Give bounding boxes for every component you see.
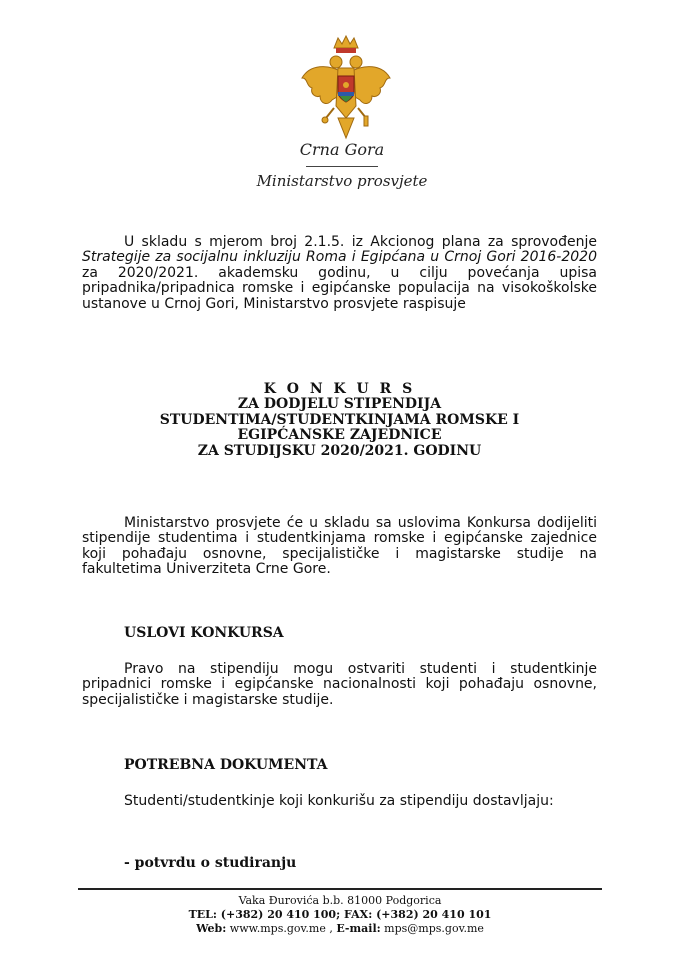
title-line-4: EGIPĆANSKE ZAJEDNICE bbox=[237, 427, 442, 444]
title-line-5: ZA STUDIJSKU 2020/2021. GODINU bbox=[197, 442, 482, 459]
conditions-paragraph: Pravo na stipendiju mogu ostvariti studenti i studentkinje pripadnici romske i egipćanske nacionalnosti koji pohađaju osnovne, specijalističke i magistarske studije. bbox=[82, 661, 597, 708]
country-name: Crna Gora bbox=[299, 140, 385, 159]
description-paragraph: Ministarstvo prosvjete će u skladu sa uslovima Konkursa dodijeliti stipendije studentima i studentkinjama romske i egipćanske zajednice koji pohađaju osnovne, specijalističke i magistarske studije na fakultetima Univerziteta Crne Gore. bbox=[82, 515, 597, 578]
intro-text-2: za 2020/2021. akademsku godinu, u cilju povećanja upisa pripadnika/pripadnica romske i egipćanske populacija na visokoškolske ustanove u Crnoj Gori, Ministarstvo prosvjete raspisuje bbox=[82, 264, 597, 312]
email-label: E-mail: bbox=[336, 922, 381, 935]
email-link[interactable]: mps@mps.gov.me bbox=[380, 922, 484, 935]
competition-title bbox=[82, 382, 597, 459]
document-bullet-item: - potvrdu o studiranju bbox=[124, 855, 297, 871]
documents-paragraph: Studenti/studentkinje koji konkurišu za stipendiju dostavljaju: bbox=[124, 793, 554, 809]
title-line-3: STUDENTIMA/STUDENTKINJAMA ROMSKE I bbox=[159, 411, 520, 428]
footer-phone-fax: TEL: (+382) 20 410 100; FAX: (+382) 20 410 101 bbox=[188, 908, 492, 921]
header-divider bbox=[306, 166, 378, 167]
web-label: Web: bbox=[196, 922, 227, 935]
documents-heading: POTREBNA DOKUMENTA bbox=[124, 757, 328, 773]
footer-divider bbox=[78, 888, 602, 890]
web-link[interactable]: www.mps.gov.me , bbox=[226, 922, 337, 935]
title-line-1: K O N K U R S bbox=[263, 381, 416, 397]
intro-text-1: U skladu s mjerom broj 2.1.5. iz Akcionog plana za sprovođenje bbox=[124, 234, 597, 250]
intro-paragraph bbox=[82, 235, 597, 312]
montenegro-coat-of-arms-icon bbox=[298, 34, 394, 144]
footer-contact bbox=[78, 922, 602, 935]
title-line-2: ZA DODJELU STIPENDIJA bbox=[237, 396, 442, 413]
footer-address: Vaka Đurovića b.b. 81000 Podgorica bbox=[238, 894, 442, 907]
ministry-name: Ministarstvo prosvjete bbox=[256, 172, 428, 190]
conditions-heading: USLOVI KONKURSA bbox=[124, 625, 284, 641]
strategy-title: Strategije za socijalnu inkluziju Roma i Egipćana u Crnoj Gori 2016-2020 bbox=[82, 249, 597, 266]
